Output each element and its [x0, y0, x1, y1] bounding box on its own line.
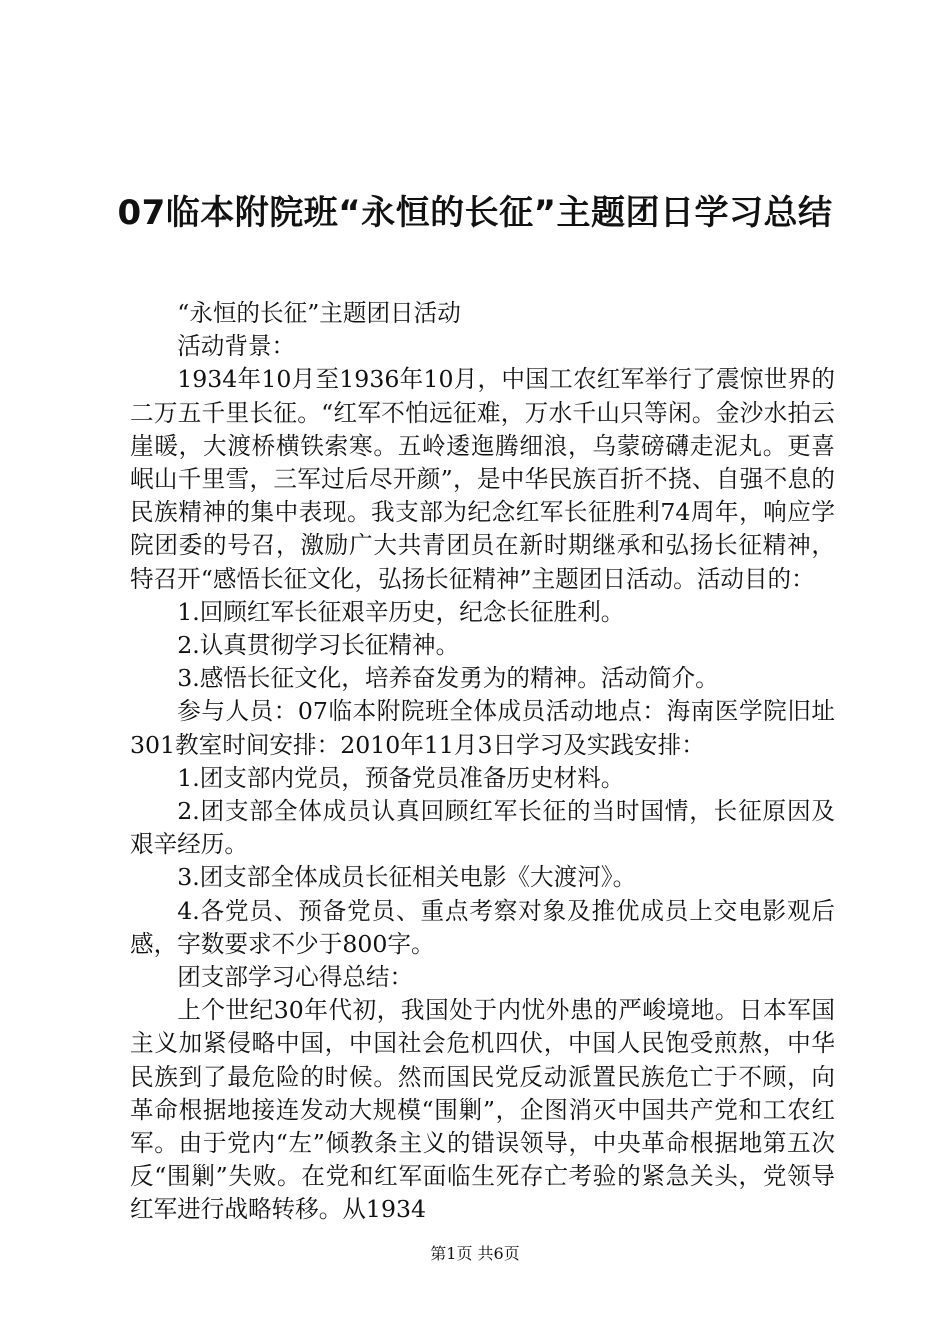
paragraph-goal-3: 3.感悟长征文化，培养奋发勇为的精神。活动简介。 [177, 664, 719, 693]
document-body [130, 297, 835, 1227]
paragraph-participants: 参与人员：07临本附院班全体成员活动地点：海南医学院旧址301教室时间安排：2010年11月3日学习及实践安排： [130, 697, 835, 759]
paragraph-plan-1: 1.团支部内党员，预备党员准备历史材料。 [177, 763, 625, 792]
document-title: 07临本附院班“永恒的长征”主题团日学习总结 [117, 193, 833, 233]
page-footer: 第1页 共6页 [430, 1244, 520, 1263]
paragraph-activity-name: “永恒的长征”主题团日活动 [177, 299, 461, 327]
paragraph-plan-4: 4.各党员、预备党员、重点考察对象及推优成员上交电影观后感，字数要求不少于800字。 [130, 896, 835, 958]
paragraph-summary-heading: 团支部学习心得总结： [177, 963, 414, 992]
paragraph-plan-2: 2.团支部全体成员认真回顾红军长征的当时国情，长征原因及艰辛经历。 [130, 797, 835, 859]
paragraph-background: 1934年10月至1936年10月，中国工农红军举行了震惊世界的二万五千里长征。“红军不怕远征难，万水千山只等闲。金沙水拍云崖暖，大渡桥横铁索寒。五岭逶迤腾细浪，乌蒙磅礴走泥丸。更喜岷山千里雪，三军过后尽开颜”，是中华民族百折不挠、自强不息的民族精神的集中表现。我支部为纪念红军长征胜利74周年，响应学院团委的号召，激励广大共青团员在新时期继承和弘扬长征精神，特召开“感悟长征文化，弘扬长征精神”主题团日活动。活动目的： [130, 365, 835, 593]
paragraph-goal-1: 1.回顾红军长征艰辛历史，纪念长征胜利。 [177, 597, 625, 626]
paragraph-background-heading: 活动背景： [177, 332, 296, 361]
paragraph-goal-2: 2.认真贯彻学习长征精神。 [177, 631, 460, 660]
paragraph-plan-3: 3.团支部全体成员长征相关电影《大渡河》。 [177, 863, 637, 892]
paragraph-summary: 上个世纪30年代初，我国处于内忧外患的严峻境地。日本军国主义加紧侵略中国，中国社会危机四伏，中国人民饱受煎熬，中华民族到了最危险的时候。然而国民党反动派置民族危亡于不顾，向革命根据地接连发动大规模“围剿”，企图消灭中国共产党和工农红军。由于党内“左”倾教条主义的错误领导，中央革命根据地第五次反“围剿”失败。在党和红军面临生死存亡考验的紧急关头，党领导红军进行战略转移。从1934 [130, 996, 835, 1224]
